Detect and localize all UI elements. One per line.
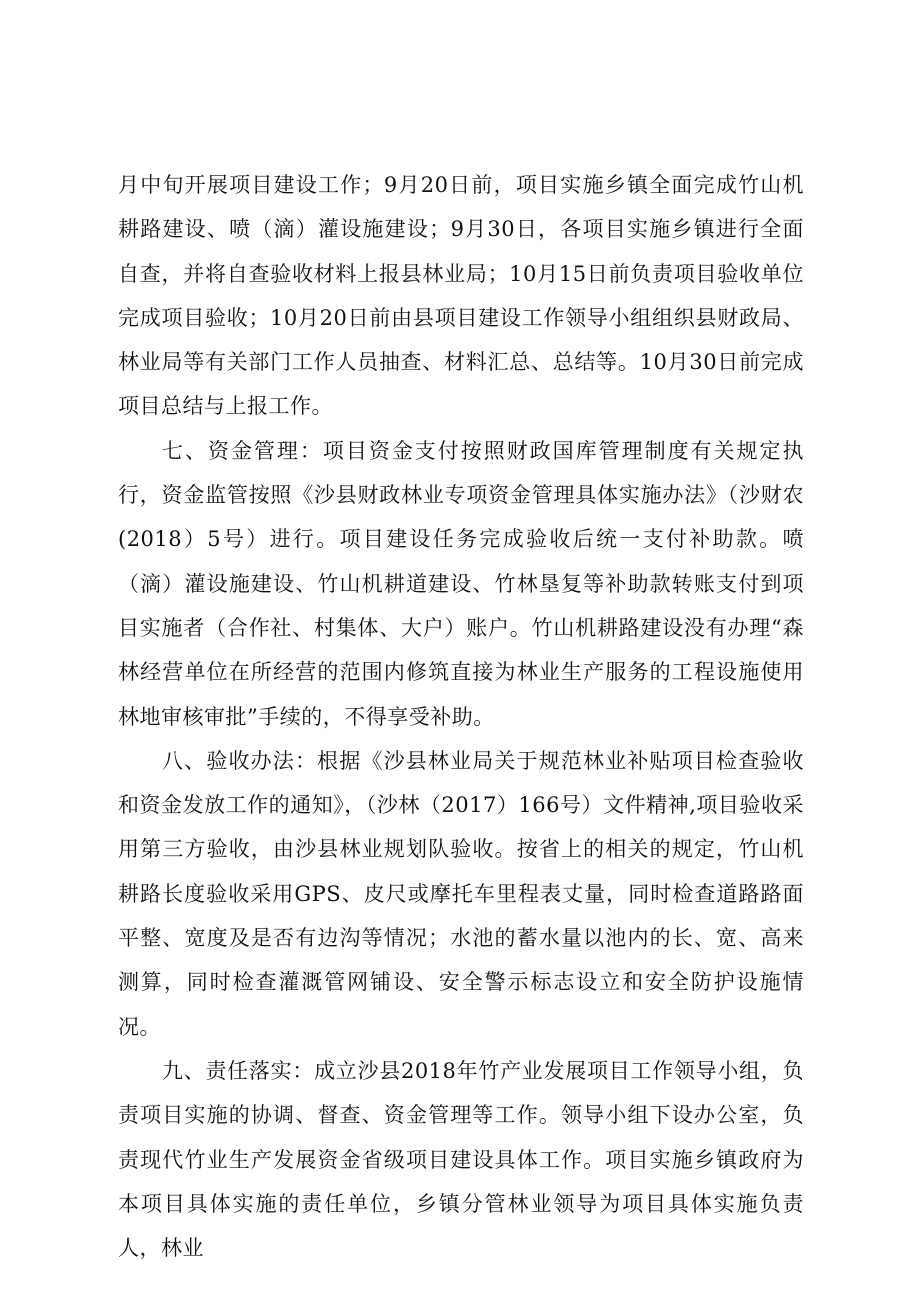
paragraph-acceptance-method: 八、验收办法：根据《沙县林业局关于规范林业补贴项目检查验收和资金发放工作的通知》，（沙林（2017）166号）文件精神,项目验收采用第三方验收，由沙县林业规划队验收。按省上的相关的规定，竹山机耕路长度验收采用GPS、皮尺或摩托车里程表丈量，同时检查道路路面平整、宽度及是否有边沟等情况；水池的蓄水量以池内的长、宽、高来测算，同时检查灌溉管网铺设、安全警示标志设立和安全防护设施情况。 (118, 748, 804, 1039)
document-body (118, 163, 804, 1270)
paragraph-fund-management: 七、资金管理：项目资金支付按照财政国库管理制度有关规定执行，资金监管按照《沙县财政林业专项资金管理具体实施办法》（沙财农(2018）5号）进行。项目建设任务完成验收后统一支付补助款。喷（滴）灌设施建设、竹山机耕道建设、竹林垦复等补助款转账支付到项目实施者（合作社、村集体、大户）账户。竹山机耕路建设没有办理“森林经营单位在所经营的范围内修筑直接为林业生产服务的工程设施使用林地审核审批”手续的，不得享受补助。 (118, 438, 804, 729)
paragraph-schedule-continuation: 月中旬开展项目建设工作；9月20日前，项目实施乡镇全面完成竹山机耕路建设、喷（滴）灌设施建设；9月30日，各项目实施乡镇进行全面自查，并将自查验收材料上报县林业局；10月15日前负责项目验收单位完成项目验收；10月20日前由县项目建设工作领导小组组织县财政局、林业局等有关部门工作人员抽查、材料汇总、总结等。10月30日前完成项目总结与上报工作。 (118, 173, 804, 419)
paragraph-responsibility: 九、责任落实：成立沙县2018年竹产业发展项目工作领导小组，负责项目实施的协调、督查、资金管理等工作。领导小组下设办公室，负责现代竹业生产发展资金省级项目建设具体工作。项目实施乡镇政府为本项目具体实施的责任单位，乡镇分管林业领导为项目具体实施负责人，林业 (118, 1058, 804, 1261)
